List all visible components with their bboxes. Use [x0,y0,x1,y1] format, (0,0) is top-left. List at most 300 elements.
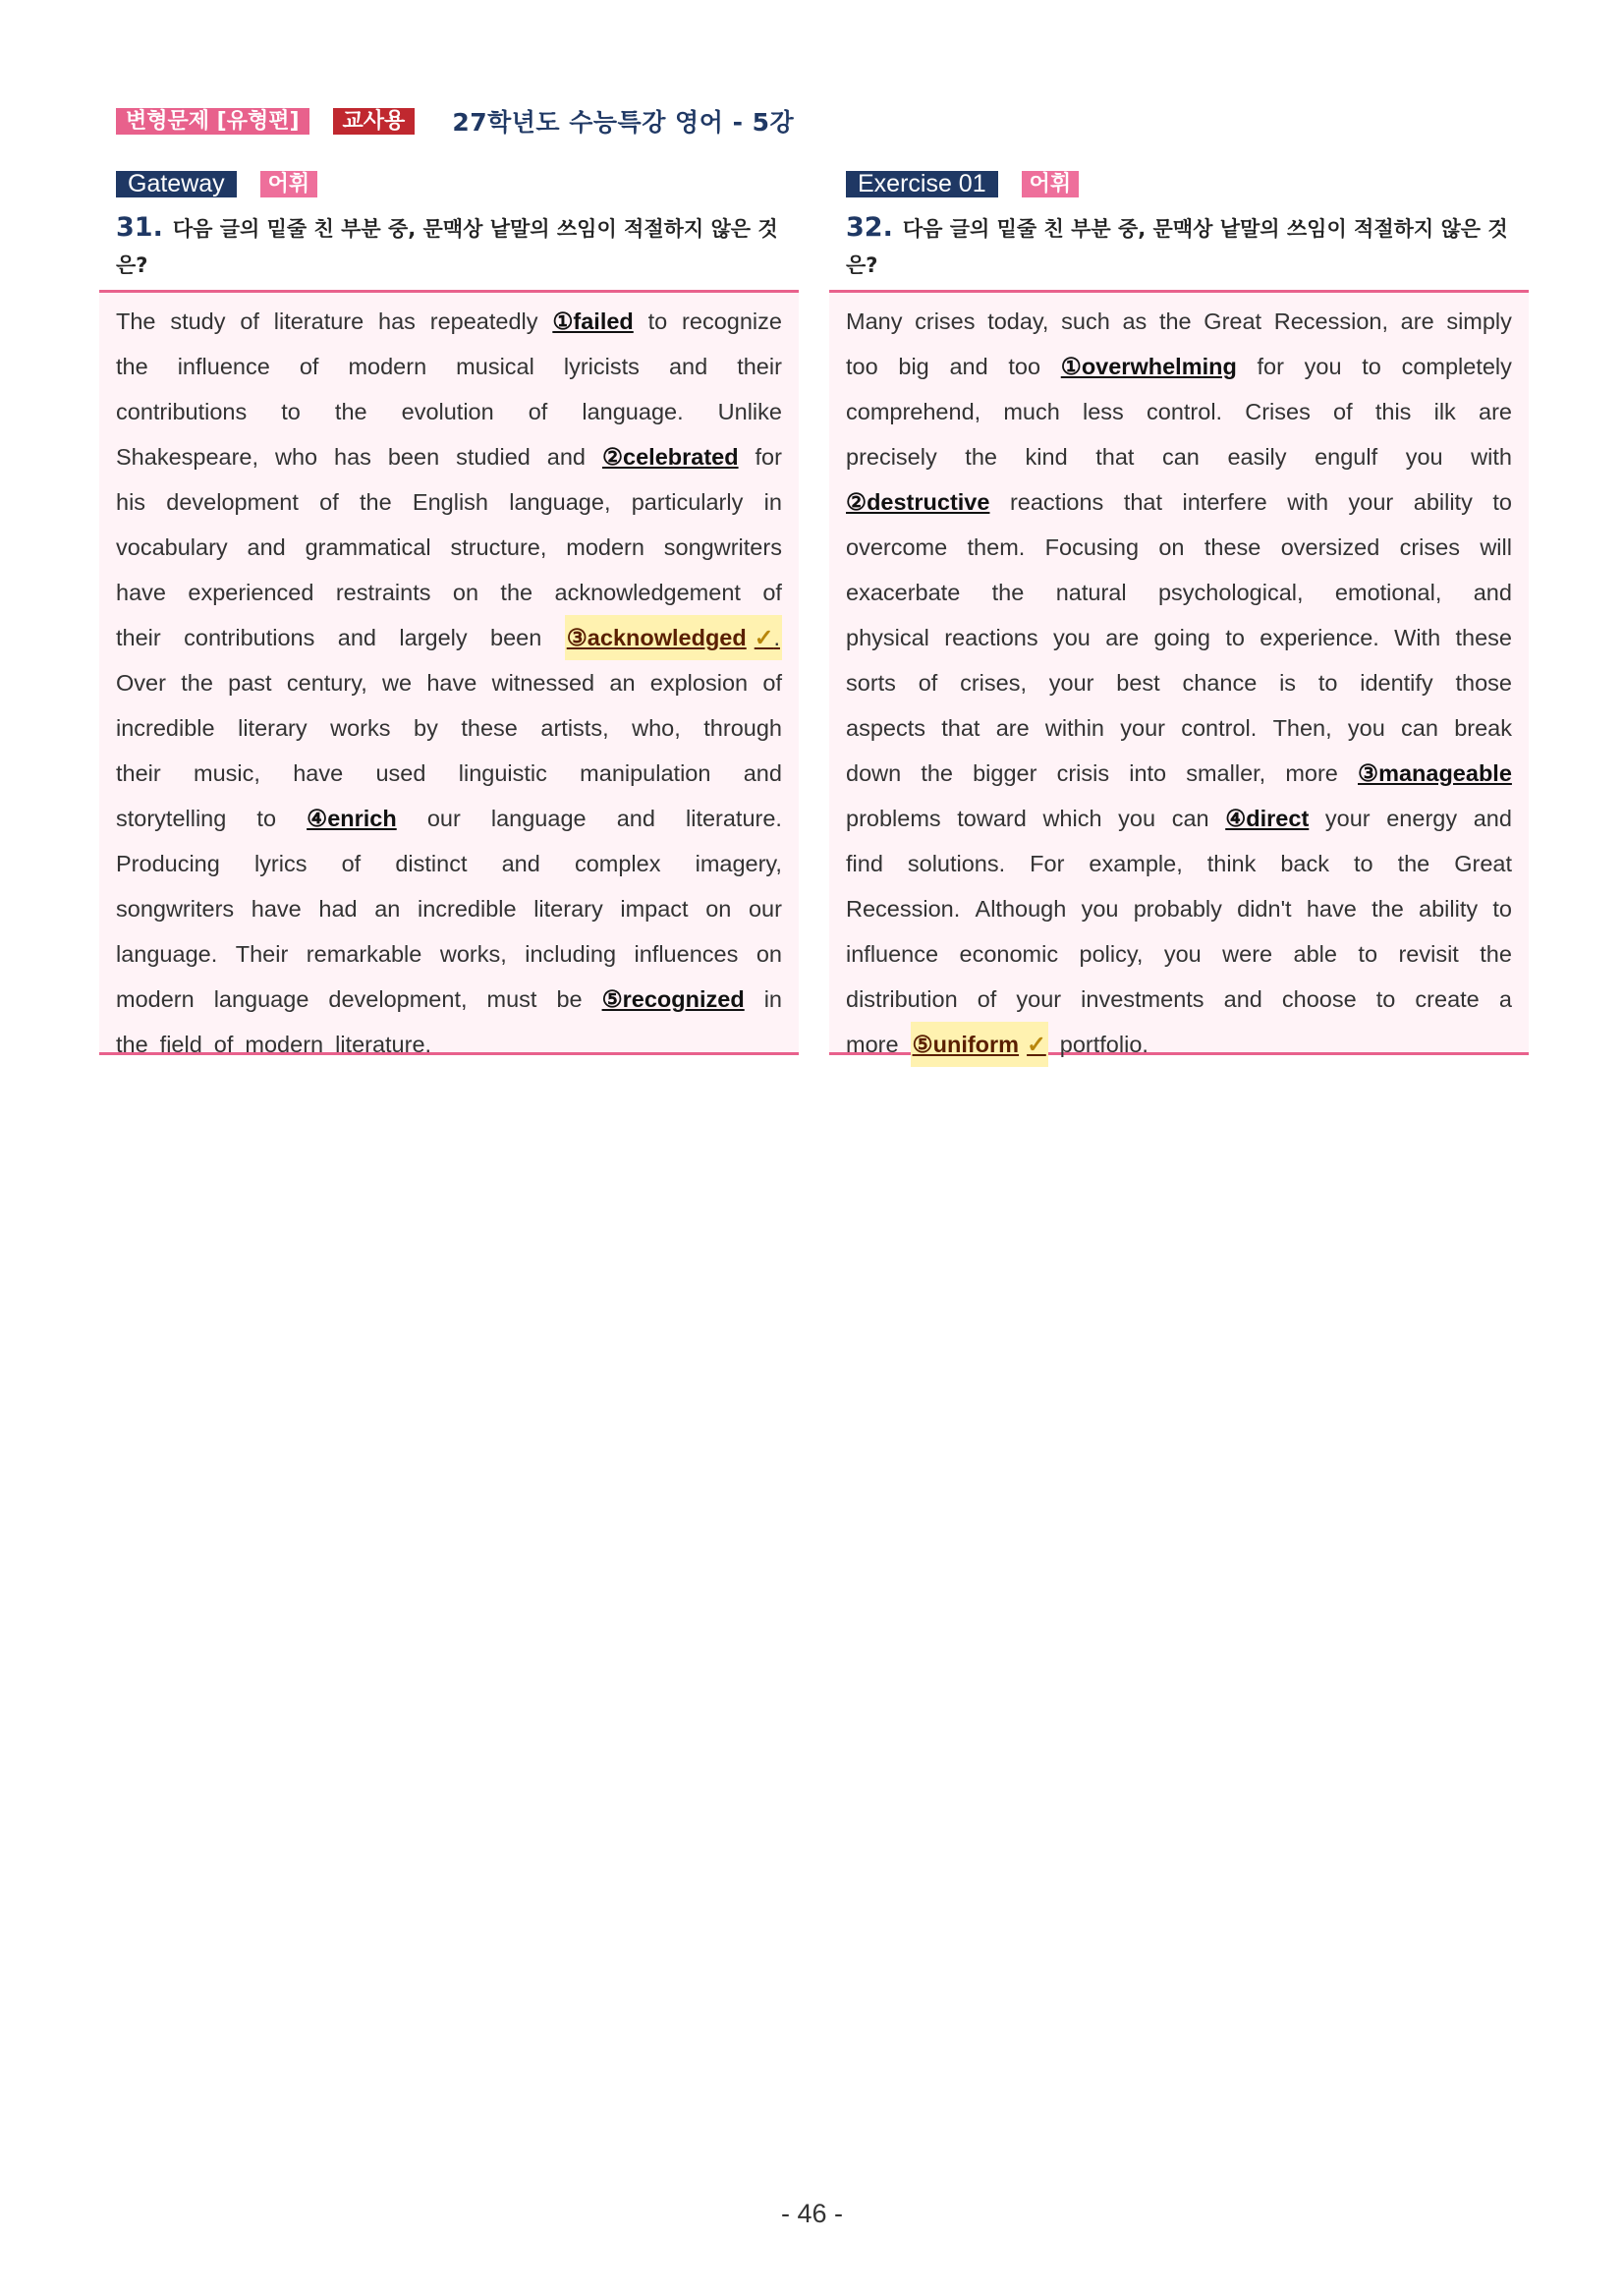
check-icon: ✓ [754,625,774,650]
word: reactions [944,625,1038,650]
word: and [337,625,376,650]
word: had [318,896,358,922]
word: century, [286,670,367,696]
word: impact [620,896,689,922]
word: explosion [649,670,749,696]
word: must [486,986,537,1012]
word: that [1123,489,1163,515]
word: storytelling [116,806,227,831]
word: in [763,986,782,1012]
underlined-choice: ②destructive [846,489,990,515]
word: to [1225,625,1245,650]
passage-line [116,525,782,570]
word: through [703,715,782,741]
word: Focusing [1044,534,1140,560]
word: the [921,760,953,786]
word: and [247,534,286,560]
word: development, [328,986,468,1012]
word: your [1048,670,1094,696]
word: contributions [116,399,248,424]
word: the [359,489,392,515]
word: musical [456,354,534,379]
word: the [1158,308,1192,334]
word: his [116,489,146,515]
word: this [1374,399,1412,424]
word: on [705,896,732,922]
word: and [546,444,587,470]
word: the [991,580,1025,605]
word: their [737,354,782,379]
word: these [1204,534,1261,560]
passage-line [846,344,1512,389]
word: portfolio. [1059,1032,1148,1057]
word: experience. [1260,625,1379,650]
word: you [1118,806,1156,831]
word: can [1161,444,1200,470]
passage-32 [829,290,1529,1055]
word: of [762,580,782,605]
word: of [299,354,319,379]
word: our [426,806,461,831]
word: Although [975,896,1067,922]
underlined-choice: ③acknowledged ✓. [565,615,782,660]
passage-line [116,1022,782,1067]
passage-line [116,434,782,479]
word: on [452,580,479,605]
word: studied [456,444,531,470]
word: influences [634,941,739,967]
word: who [274,444,318,470]
word: experienced [188,580,314,605]
word: the [181,670,213,696]
question-number: 32. [846,212,893,243]
word: which [1042,806,1102,831]
word: imagery, [695,851,782,876]
word: largely [399,625,468,650]
word: these [1455,625,1512,650]
word: less [1083,399,1124,424]
word: crises [1399,534,1460,560]
passage-line [846,796,1512,841]
word: in [763,489,782,515]
word: to [1317,670,1338,696]
word: Shakespeare, [116,444,259,470]
word: kind [1025,444,1068,470]
word: Unlike [717,399,782,424]
word: have [116,580,166,605]
word: ilk [1433,399,1456,424]
word: completely [1401,354,1512,379]
word: simply [1446,308,1512,334]
word: precisely [846,444,937,470]
word: psychological, [1157,580,1304,605]
passage-line [846,570,1512,615]
word: crisis [1056,760,1110,786]
passage-line [116,977,782,1022]
word: literary [533,896,603,922]
word: your [1324,806,1371,831]
word: language, [509,489,611,515]
word: Great [1204,308,1262,334]
passage-line [116,705,782,751]
passage-line [846,660,1512,705]
word: modern [116,986,195,1012]
underlined-choice: ③manageable [1358,760,1512,786]
word: solutions. [907,851,1006,876]
passage-line [116,886,782,931]
word: have [426,670,477,696]
word: more [1285,760,1338,786]
passage-line [116,570,782,615]
word: control. [1181,715,1258,741]
word: to [281,399,301,424]
word: the [1397,851,1430,876]
right-labels [829,170,1529,197]
word: of [341,851,362,876]
question-32 [829,209,1529,284]
passage-line [116,389,782,434]
word: and [949,354,988,379]
word: of [213,1032,234,1057]
word: vocabulary [116,534,228,560]
question-text: 다음 글의 밑줄 친 부분 중, 문맥상 낱말의 쓰임이 적절하지 않은 것은? [116,217,778,277]
word: down [846,760,902,786]
passage-line [116,660,782,705]
word: is [1279,670,1297,696]
word: break [1454,715,1512,741]
word: can [1171,806,1209,831]
word: evolution [401,399,494,424]
word: overcome [846,534,948,560]
word: contributions [184,625,315,650]
word: artists, [540,715,609,741]
word: as [1122,308,1148,334]
passage-line [846,977,1512,1022]
word: that [941,715,980,741]
word: big [898,354,929,379]
word: our [748,896,782,922]
vocab-label: 어휘 [260,171,318,197]
word: and [1473,580,1512,605]
word: the [1372,896,1404,922]
word: particularly [631,489,744,515]
passage-line [116,796,782,841]
passage-line [116,841,782,886]
word: Then, [1272,715,1332,741]
word: of [762,670,782,696]
check-icon: ✓ [1027,1032,1046,1057]
word: grammatical [305,534,431,560]
exercise-label: Exercise 01 [846,171,998,197]
word: example, [1089,851,1183,876]
passage-line [116,299,782,344]
word: aspects [846,715,925,741]
word: literature. [686,806,782,831]
word: the [1480,941,1512,967]
right-column [829,170,1529,1055]
word: study [170,308,226,334]
word: you [1052,625,1091,650]
word: to [256,806,277,831]
question-text: 다음 글의 밑줄 친 부분 중, 문맥상 낱말의 쓰임이 적절하지 않은 것은? [846,217,1508,277]
page-title: 27학년도 수능특강 영어 - 5강 [452,108,795,137]
vocab-label: 어휘 [1022,171,1080,197]
word: revisit [1398,941,1459,967]
word: easily [1227,444,1287,470]
word: acknowledgement [554,580,741,605]
word: incredible [417,896,517,922]
word: sorts [846,670,896,696]
word: music, [194,760,260,786]
word: best [1116,670,1160,696]
word: for [1257,354,1284,379]
word: ability [1413,489,1473,515]
word: The [116,308,156,334]
page-number: - 46 - [780,2199,844,2228]
word: distinct [395,851,468,876]
word: a [1498,986,1512,1012]
word: chance [1182,670,1258,696]
punctuation: . [773,625,780,650]
word: With [1394,625,1441,650]
word: manipulation [580,760,711,786]
word: by [414,715,438,741]
word: on [1158,534,1185,560]
word: complex [574,851,661,876]
word: Many [846,308,903,334]
word: Great [1454,851,1512,876]
word: songwriters [116,896,235,922]
word: to [647,308,668,334]
word: the [500,580,533,605]
word: were [1222,941,1273,967]
word: them. [967,534,1026,560]
word: you [1304,354,1342,379]
word: think [1206,851,1257,876]
word: going [1153,625,1210,650]
word: recognize [682,308,782,334]
word: repeatedly [429,308,538,334]
word: has [334,444,371,470]
word: witnessed [491,670,595,696]
word: language [490,806,587,831]
word: literature. [335,1032,432,1057]
word: find [846,851,883,876]
word: the [116,354,148,379]
passage-line [846,1022,1512,1067]
word: Crises [1245,399,1311,424]
word: reactions [1009,489,1104,515]
word: into [1129,760,1167,786]
word: within [1044,715,1105,741]
word: incredible [116,715,215,741]
passage-line [846,434,1512,479]
left-column [99,170,799,1055]
word: with [1471,444,1512,470]
word: an [374,896,401,922]
word: you [1081,896,1119,922]
passage-line [116,479,782,525]
word: be [556,986,583,1012]
page-header [116,104,794,138]
word: are [995,715,1030,741]
underlined-choice: ①failed [552,308,634,334]
word: too [1008,354,1041,379]
word: investments [1081,986,1204,1012]
word: has [378,308,416,334]
word: economic [959,941,1059,967]
passage-31 [99,290,799,1055]
word: an [609,670,636,696]
word: Producing [116,851,220,876]
word: English [412,489,488,515]
word: lyricists [563,354,640,379]
word: that [1095,444,1135,470]
word: and [1473,806,1512,831]
word: smaller, [1186,760,1266,786]
word: your [1348,489,1394,515]
word: exacerbate [846,580,961,605]
word: the [965,444,997,470]
word: Their [235,941,289,967]
underlined-choice: ④direct [1225,806,1310,831]
word: oversized [1280,534,1380,560]
word: natural [1055,580,1127,605]
word: Recession. [846,896,961,922]
word: those [1455,670,1512,696]
word: field [159,1032,202,1057]
word: engulf [1315,444,1378,470]
word: works, [439,941,507,967]
passage-line [846,615,1512,660]
word: Recession, [1273,308,1388,334]
passage-line [116,931,782,977]
word: physical [846,625,929,650]
passage-line [846,931,1512,977]
word: you [1405,444,1443,470]
word: influence [177,354,270,379]
word: will [1480,534,1512,560]
word: development [166,489,299,515]
passage-line [846,299,1512,344]
word: to [1375,986,1396,1012]
word: crises, [960,670,1028,696]
word: policy, [1079,941,1144,967]
word: songwriters [663,534,782,560]
word: on [756,941,782,967]
word: linguistic [458,760,547,786]
word: of [528,399,548,424]
word: distribution [846,986,958,1012]
word: didn't [1237,896,1292,922]
word: bigger [973,760,1037,786]
word: you [1347,715,1385,741]
word: have [251,896,302,922]
word: you [1163,941,1202,967]
word: these [461,715,518,741]
word: and [616,806,655,831]
word: including [525,941,617,967]
word: able [1293,941,1337,967]
variant-tag: 변형문제 [유형편] [116,108,309,135]
passage-line [116,615,782,660]
word: their [116,625,161,650]
word: literature [273,308,364,334]
word: literary [238,715,308,741]
word: lyrics [253,851,308,876]
word: been [490,625,542,650]
word: crises [915,308,976,334]
word: language. [116,941,218,967]
gateway-label: Gateway [116,171,237,197]
word: for [755,444,782,470]
word: back [1280,851,1329,876]
word: been [387,444,440,470]
passage-line [846,751,1512,796]
word: restraints [335,580,431,605]
word: influence [846,941,939,967]
word: your [1016,986,1062,1012]
word: such [1061,308,1110,334]
word: of [977,986,997,1012]
word: to [1362,354,1381,379]
word: used [375,760,426,786]
word: too [846,354,878,379]
word: create [1415,986,1480,1012]
passage-line [116,751,782,796]
word: and [743,760,782,786]
word: toward [957,806,1027,831]
word: more [846,1032,899,1057]
word: to [1492,896,1512,922]
word: structure, [450,534,547,560]
word: much [1003,399,1060,424]
word: who, [632,715,681,741]
word: comprehend, [846,399,981,424]
word: of [319,489,339,515]
word: can [1401,715,1438,741]
left-labels [99,170,799,197]
question-31 [99,209,799,284]
word: have [293,760,344,786]
word: emotional, [1334,580,1442,605]
word: interfere [1182,489,1267,515]
word: probably [1133,896,1222,922]
word: of [240,308,259,334]
word: control. [1147,399,1223,424]
word: language [213,986,309,1012]
passage-line [846,886,1512,931]
passage-line [846,389,1512,434]
word: choose [1281,986,1357,1012]
passage-line [846,525,1512,570]
word: your [1120,715,1165,741]
word: and [1223,986,1262,1012]
word: language. [582,399,684,424]
underlined-choice: ②celebrated [601,444,739,470]
word: modern [348,354,427,379]
underlined-choice: ④enrich [307,806,397,831]
word: Over [116,670,166,696]
word: problems [846,806,941,831]
word: modern [245,1032,324,1057]
passage-line [846,841,1512,886]
passage-line [116,344,782,389]
word: their [116,760,161,786]
word: past [228,670,272,696]
word: the [116,1032,148,1057]
word: have [1306,896,1357,922]
